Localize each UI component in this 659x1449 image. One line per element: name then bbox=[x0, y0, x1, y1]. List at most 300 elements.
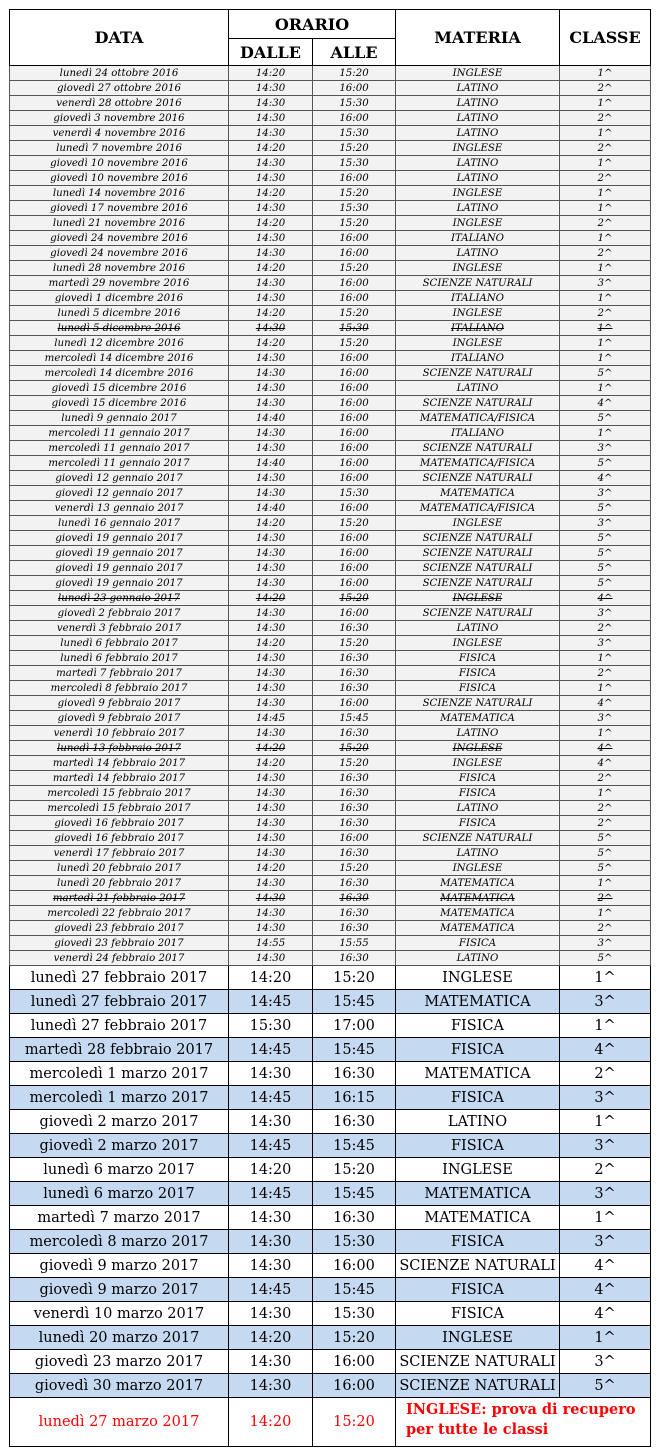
cell-date: giovedì 16 febbraio 2017 bbox=[10, 816, 229, 831]
cell-class: 4^ bbox=[560, 696, 651, 711]
cell-from: 14:30 bbox=[229, 1302, 313, 1326]
schedule-table bbox=[9, 9, 651, 1447]
cell-from: 14:30 bbox=[229, 1254, 313, 1278]
cell-subject: FISICA bbox=[396, 816, 560, 831]
cell-subject: MATEMATICA bbox=[396, 711, 560, 726]
cell-to: 15:45 bbox=[313, 990, 396, 1014]
cell-class: 4^ bbox=[560, 1254, 651, 1278]
table-row bbox=[10, 576, 651, 591]
cell-date: venerdì 17 febbraio 2017 bbox=[10, 846, 229, 861]
cell-class: 5^ bbox=[560, 456, 651, 471]
cell-class: 1^ bbox=[560, 201, 651, 216]
cell-to: 15:20 bbox=[313, 861, 396, 876]
cell-class: 3^ bbox=[560, 990, 651, 1014]
cell-date: giovedì 19 gennaio 2017 bbox=[10, 531, 229, 546]
cell-class: 5^ bbox=[560, 861, 651, 876]
cell-to: 16:00 bbox=[313, 501, 396, 516]
cell-subject: SCIENZE NATURALI bbox=[396, 441, 560, 456]
cell-date: giovedì 9 febbraio 2017 bbox=[10, 711, 229, 726]
cell-from: 14:30 bbox=[229, 666, 313, 681]
cell-subject: SCIENZE NATURALI bbox=[396, 1374, 560, 1398]
cell-date: martedì 29 novembre 2016 bbox=[10, 276, 229, 291]
cell-to: 15:30 bbox=[313, 321, 396, 336]
cell-subject: LATINO bbox=[396, 201, 560, 216]
cell-class: 4^ bbox=[560, 1278, 651, 1302]
cell-date: mercoledì 8 marzo 2017 bbox=[10, 1230, 229, 1254]
cell-date: venerdì 10 febbraio 2017 bbox=[10, 726, 229, 741]
cell-subject: FISICA bbox=[396, 651, 560, 666]
cell-to: 16:00 bbox=[313, 471, 396, 486]
cell-date: giovedì 9 marzo 2017 bbox=[10, 1254, 229, 1278]
cell-date: giovedì 30 marzo 2017 bbox=[10, 1374, 229, 1398]
cell-class: 3^ bbox=[560, 441, 651, 456]
table-row bbox=[10, 321, 651, 336]
table-row bbox=[10, 711, 651, 726]
cell-to: 15:45 bbox=[313, 1278, 396, 1302]
cell-from: 14:30 bbox=[229, 441, 313, 456]
cell-to: 17:00 bbox=[313, 1014, 396, 1038]
cell-subject: ITALIANO bbox=[396, 351, 560, 366]
cell-to: 16:30 bbox=[313, 771, 396, 786]
cell-date: mercoledì 22 febbraio 2017 bbox=[10, 906, 229, 921]
cell-from: 14:20 bbox=[229, 306, 313, 321]
cell-subject: SCIENZE NATURALI bbox=[396, 1254, 560, 1278]
cell-to: 15:20 bbox=[313, 141, 396, 156]
cell-class: 2^ bbox=[560, 306, 651, 321]
cell-from: 14:20 bbox=[229, 261, 313, 276]
cell-to: 16:30 bbox=[313, 951, 396, 966]
cell-to: 16:00 bbox=[313, 231, 396, 246]
cell-to: 15:45 bbox=[313, 1182, 396, 1206]
cell-to: 16:30 bbox=[313, 1110, 396, 1134]
cell-subject: INGLESE bbox=[396, 966, 560, 990]
cell-subject: LATINO bbox=[396, 156, 560, 171]
cell-class: 1^ bbox=[560, 96, 651, 111]
cell-date: lunedì 27 marzo 2017 bbox=[10, 1398, 229, 1447]
cell-date: lunedì 14 novembre 2016 bbox=[10, 186, 229, 201]
cell-subject: MATEMATICA bbox=[396, 1182, 560, 1206]
cell-date: mercoledì 1 marzo 2017 bbox=[10, 1062, 229, 1086]
cell-subject: LATINO bbox=[396, 726, 560, 741]
cell-from: 14:45 bbox=[229, 1182, 313, 1206]
cell-class: 1^ bbox=[560, 351, 651, 366]
cell-to: 15:20 bbox=[313, 261, 396, 276]
cell-date: mercoledì 8 febbraio 2017 bbox=[10, 681, 229, 696]
table-row bbox=[10, 861, 651, 876]
cell-subject: MATEMATICA bbox=[396, 486, 560, 501]
cell-from: 14:30 bbox=[229, 291, 313, 306]
table-row bbox=[10, 636, 651, 651]
cell-subject: FISICA bbox=[396, 1134, 560, 1158]
cell-date: giovedì 12 gennaio 2017 bbox=[10, 486, 229, 501]
cell-date: lunedì 9 gennaio 2017 bbox=[10, 411, 229, 426]
cell-to: 15:20 bbox=[313, 336, 396, 351]
cell-date: lunedì 16 gennaio 2017 bbox=[10, 516, 229, 531]
schedule-sheet bbox=[9, 9, 651, 1447]
cell-from: 14:20 bbox=[229, 966, 313, 990]
cell-from: 14:30 bbox=[229, 891, 313, 906]
table-row bbox=[10, 1230, 651, 1254]
cell-to: 16:00 bbox=[313, 246, 396, 261]
cell-date: lunedì 20 febbraio 2017 bbox=[10, 861, 229, 876]
cell-from: 14:30 bbox=[229, 531, 313, 546]
table-row bbox=[10, 1278, 651, 1302]
table-row bbox=[10, 411, 651, 426]
cell-date: lunedì 27 febbraio 2017 bbox=[10, 990, 229, 1014]
table-row bbox=[10, 741, 651, 756]
cell-subject: SCIENZE NATURALI bbox=[396, 531, 560, 546]
cell-subject: SCIENZE NATURALI bbox=[396, 576, 560, 591]
cell-subject: INGLESE bbox=[396, 516, 560, 531]
cell-class: 5^ bbox=[560, 546, 651, 561]
table-row bbox=[10, 546, 651, 561]
table-row bbox=[10, 1062, 651, 1086]
cell-subject: FISICA bbox=[396, 1014, 560, 1038]
cell-subject: INGLESE bbox=[396, 591, 560, 606]
cell-class: 5^ bbox=[560, 831, 651, 846]
cell-subject: INGLESE bbox=[396, 306, 560, 321]
table-row bbox=[10, 141, 651, 156]
cell-date: martedì 28 febbraio 2017 bbox=[10, 1038, 229, 1062]
cell-to: 16:00 bbox=[313, 411, 396, 426]
cell-from: 14:30 bbox=[229, 96, 313, 111]
cell-to: 15:20 bbox=[313, 1398, 396, 1447]
cell-class: 2^ bbox=[560, 216, 651, 231]
cell-date: giovedì 23 marzo 2017 bbox=[10, 1350, 229, 1374]
cell-subject: FISICA bbox=[396, 666, 560, 681]
table-row bbox=[10, 921, 651, 936]
cell-to: 15:20 bbox=[313, 66, 396, 81]
cell-to: 15:20 bbox=[313, 636, 396, 651]
cell-subject: LATINO bbox=[396, 111, 560, 126]
cell-from: 14:30 bbox=[229, 366, 313, 381]
cell-date: lunedì 12 dicembre 2016 bbox=[10, 336, 229, 351]
table-row bbox=[10, 1014, 651, 1038]
cell-class: 3^ bbox=[560, 1230, 651, 1254]
cell-to: 15:30 bbox=[313, 486, 396, 501]
cell-to: 16:00 bbox=[313, 351, 396, 366]
cell-from: 14:40 bbox=[229, 501, 313, 516]
cell-to: 16:30 bbox=[313, 906, 396, 921]
cell-to: 16:30 bbox=[313, 846, 396, 861]
cell-date: lunedì 6 marzo 2017 bbox=[10, 1182, 229, 1206]
cell-to: 16:00 bbox=[313, 441, 396, 456]
table-row bbox=[10, 501, 651, 516]
cell-subject: MATEMATICA/FISICA bbox=[396, 411, 560, 426]
cell-from: 14:45 bbox=[229, 1278, 313, 1302]
table-row bbox=[10, 231, 651, 246]
cell-date: venerdì 10 marzo 2017 bbox=[10, 1302, 229, 1326]
cell-date: giovedì 24 novembre 2016 bbox=[10, 231, 229, 246]
table-row bbox=[10, 621, 651, 636]
table-row bbox=[10, 816, 651, 831]
cell-class: 2^ bbox=[560, 1062, 651, 1086]
recovery-note-line1: INGLESE: prova di recupero bbox=[406, 1401, 636, 1418]
table-row bbox=[10, 666, 651, 681]
cell-from: 14:30 bbox=[229, 576, 313, 591]
table-row bbox=[10, 306, 651, 321]
cell-class: 3^ bbox=[560, 276, 651, 291]
cell-to: 16:30 bbox=[313, 876, 396, 891]
cell-date: lunedì 6 febbraio 2017 bbox=[10, 651, 229, 666]
recovery-row bbox=[10, 1398, 651, 1447]
cell-date: lunedì 27 febbraio 2017 bbox=[10, 966, 229, 990]
cell-from: 14:30 bbox=[229, 471, 313, 486]
cell-from: 14:30 bbox=[229, 831, 313, 846]
cell-to: 16:00 bbox=[313, 111, 396, 126]
cell-to: 16:00 bbox=[313, 381, 396, 396]
table-row bbox=[10, 1134, 651, 1158]
cell-class: 4^ bbox=[560, 741, 651, 756]
table-row bbox=[10, 966, 651, 990]
cell-class: 5^ bbox=[560, 411, 651, 426]
cell-to: 16:30 bbox=[313, 681, 396, 696]
cell-subject: FISICA bbox=[396, 1086, 560, 1110]
cell-date: venerdì 28 ottobre 2016 bbox=[10, 96, 229, 111]
cell-date: giovedì 1 dicembre 2016 bbox=[10, 291, 229, 306]
table-row bbox=[10, 471, 651, 486]
cell-date: giovedì 23 febbraio 2017 bbox=[10, 921, 229, 936]
cell-date: lunedì 13 febbraio 2017 bbox=[10, 741, 229, 756]
cell-class: 1^ bbox=[560, 1206, 651, 1230]
header-data: DATA bbox=[10, 10, 229, 66]
table-row bbox=[10, 456, 651, 471]
cell-date: lunedì 21 novembre 2016 bbox=[10, 216, 229, 231]
cell-from: 14:30 bbox=[229, 606, 313, 621]
cell-subject: FISICA bbox=[396, 1278, 560, 1302]
cell-to: 16:30 bbox=[313, 801, 396, 816]
cell-from: 14:20 bbox=[229, 741, 313, 756]
cell-from: 14:30 bbox=[229, 1206, 313, 1230]
cell-class: 4^ bbox=[560, 1038, 651, 1062]
cell-to: 16:00 bbox=[313, 531, 396, 546]
cell-date: giovedì 12 gennaio 2017 bbox=[10, 471, 229, 486]
cell-class: 1^ bbox=[560, 1110, 651, 1134]
cell-subject: INGLESE bbox=[396, 141, 560, 156]
table-row bbox=[10, 276, 651, 291]
table-row bbox=[10, 1206, 651, 1230]
table-row bbox=[10, 1158, 651, 1182]
cell-subject: FISICA bbox=[396, 1230, 560, 1254]
cell-subject: FISICA bbox=[396, 771, 560, 786]
cell-date: giovedì 19 gennaio 2017 bbox=[10, 561, 229, 576]
cell-date: lunedì 24 ottobre 2016 bbox=[10, 66, 229, 81]
cell-class: 1^ bbox=[560, 906, 651, 921]
cell-class: 3^ bbox=[560, 936, 651, 951]
cell-subject: INGLESE bbox=[396, 66, 560, 81]
cell-from: 14:30 bbox=[229, 396, 313, 411]
cell-date: martedì 7 marzo 2017 bbox=[10, 1206, 229, 1230]
cell-subject: INGLESE bbox=[396, 1326, 560, 1350]
cell-subject: LATINO bbox=[396, 381, 560, 396]
cell-subject: MATEMATICA/FISICA bbox=[396, 456, 560, 471]
cell-to: 15:30 bbox=[313, 96, 396, 111]
cell-from: 14:30 bbox=[229, 681, 313, 696]
cell-to: 16:00 bbox=[313, 276, 396, 291]
cell-subject: MATEMATICA/FISICA bbox=[396, 501, 560, 516]
cell-from: 14:30 bbox=[229, 1230, 313, 1254]
cell-class: 4^ bbox=[560, 471, 651, 486]
cell-from: 14:30 bbox=[229, 561, 313, 576]
cell-from: 14:30 bbox=[229, 906, 313, 921]
table-row bbox=[10, 1350, 651, 1374]
cell-class: 2^ bbox=[560, 621, 651, 636]
cell-to: 16:00 bbox=[313, 81, 396, 96]
cell-from: 14:20 bbox=[229, 591, 313, 606]
cell-from: 14:45 bbox=[229, 990, 313, 1014]
cell-subject: INGLESE bbox=[396, 756, 560, 771]
cell-subject: FISICA bbox=[396, 681, 560, 696]
cell-subject: INGLESE bbox=[396, 186, 560, 201]
cell-date: giovedì 27 ottobre 2016 bbox=[10, 81, 229, 96]
cell-date: giovedì 2 marzo 2017 bbox=[10, 1134, 229, 1158]
cell-date: giovedì 23 febbraio 2017 bbox=[10, 936, 229, 951]
cell-to: 16:30 bbox=[313, 1206, 396, 1230]
cell-date: giovedì 19 gennaio 2017 bbox=[10, 576, 229, 591]
cell-class: 3^ bbox=[560, 636, 651, 651]
cell-from: 14:30 bbox=[229, 171, 313, 186]
cell-date: lunedì 28 novembre 2016 bbox=[10, 261, 229, 276]
table-row bbox=[10, 81, 651, 96]
cell-class: 4^ bbox=[560, 1302, 651, 1326]
cell-from: 14:30 bbox=[229, 111, 313, 126]
cell-subject: SCIENZE NATURALI bbox=[396, 276, 560, 291]
cell-to: 16:00 bbox=[313, 426, 396, 441]
table-row bbox=[10, 591, 651, 606]
table-row bbox=[10, 651, 651, 666]
cell-class: 2^ bbox=[560, 1158, 651, 1182]
cell-subject: INGLESE bbox=[396, 336, 560, 351]
cell-to: 15:20 bbox=[313, 741, 396, 756]
cell-class: 4^ bbox=[560, 396, 651, 411]
cell-subject: LATINO bbox=[396, 1110, 560, 1134]
cell-to: 15:20 bbox=[313, 591, 396, 606]
cell-class: 5^ bbox=[560, 951, 651, 966]
recovery-note bbox=[396, 1398, 651, 1447]
cell-from: 14:45 bbox=[229, 1038, 313, 1062]
cell-class: 1^ bbox=[560, 426, 651, 441]
cell-from: 14:40 bbox=[229, 411, 313, 426]
cell-subject: LATINO bbox=[396, 846, 560, 861]
header-dalle: DALLE bbox=[229, 39, 313, 66]
cell-to: 16:00 bbox=[313, 171, 396, 186]
table-row bbox=[10, 246, 651, 261]
cell-from: 14:30 bbox=[229, 246, 313, 261]
cell-date: mercoledì 15 febbraio 2017 bbox=[10, 801, 229, 816]
table-row bbox=[10, 801, 651, 816]
cell-date: lunedì 20 marzo 2017 bbox=[10, 1326, 229, 1350]
cell-class: 1^ bbox=[560, 186, 651, 201]
header-row-top bbox=[10, 10, 651, 39]
table-row bbox=[10, 291, 651, 306]
cell-to: 16:00 bbox=[313, 831, 396, 846]
cell-to: 16:00 bbox=[313, 561, 396, 576]
table-row bbox=[10, 756, 651, 771]
cell-from: 14:55 bbox=[229, 936, 313, 951]
cell-date: venerdì 3 febbraio 2017 bbox=[10, 621, 229, 636]
table-row bbox=[10, 990, 651, 1014]
cell-class: 1^ bbox=[560, 336, 651, 351]
table-row bbox=[10, 1182, 651, 1206]
recovery-note-line2: per tutte le classi bbox=[406, 1421, 549, 1438]
table-row bbox=[10, 336, 651, 351]
cell-from: 14:30 bbox=[229, 801, 313, 816]
cell-subject: FISICA bbox=[396, 936, 560, 951]
table-row bbox=[10, 606, 651, 621]
cell-class: 5^ bbox=[560, 1374, 651, 1398]
cell-to: 15:30 bbox=[313, 156, 396, 171]
cell-class: 1^ bbox=[560, 66, 651, 81]
cell-subject: SCIENZE NATURALI bbox=[396, 471, 560, 486]
cell-date: mercoledì 14 dicembre 2016 bbox=[10, 351, 229, 366]
cell-subject: SCIENZE NATURALI bbox=[396, 831, 560, 846]
cell-class: 2^ bbox=[560, 111, 651, 126]
cell-from: 14:30 bbox=[229, 651, 313, 666]
cell-from: 14:40 bbox=[229, 456, 313, 471]
cell-class: 1^ bbox=[560, 1326, 651, 1350]
table-row bbox=[10, 876, 651, 891]
cell-class: 4^ bbox=[560, 756, 651, 771]
cell-from: 14:30 bbox=[229, 786, 313, 801]
cell-class: 1^ bbox=[560, 651, 651, 666]
table-row bbox=[10, 111, 651, 126]
cell-subject: LATINO bbox=[396, 171, 560, 186]
cell-class: 5^ bbox=[560, 846, 651, 861]
table-row bbox=[10, 216, 651, 231]
cell-from: 14:30 bbox=[229, 156, 313, 171]
table-row bbox=[10, 1254, 651, 1278]
cell-date: giovedì 24 novembre 2016 bbox=[10, 246, 229, 261]
cell-to: 16:30 bbox=[313, 621, 396, 636]
cell-class: 2^ bbox=[560, 921, 651, 936]
cell-date: mercoledì 14 dicembre 2016 bbox=[10, 366, 229, 381]
cell-from: 14:30 bbox=[229, 321, 313, 336]
cell-from: 15:30 bbox=[229, 1014, 313, 1038]
cell-subject: LATINO bbox=[396, 621, 560, 636]
table-row bbox=[10, 381, 651, 396]
cell-date: martedì 21 febbraio 2017 bbox=[10, 891, 229, 906]
table-row bbox=[10, 846, 651, 861]
cell-subject: INGLESE bbox=[396, 861, 560, 876]
table-row bbox=[10, 96, 651, 111]
table-row bbox=[10, 1110, 651, 1134]
cell-subject: SCIENZE NATURALI bbox=[396, 606, 560, 621]
cell-class: 3^ bbox=[560, 486, 651, 501]
cell-subject: MATEMATICA bbox=[396, 1206, 560, 1230]
cell-subject: FISICA bbox=[396, 786, 560, 801]
cell-date: giovedì 15 dicembre 2016 bbox=[10, 381, 229, 396]
table-row bbox=[10, 831, 651, 846]
cell-from: 14:20 bbox=[229, 516, 313, 531]
cell-subject: MATEMATICA bbox=[396, 1062, 560, 1086]
table-row bbox=[10, 351, 651, 366]
cell-subject: MATEMATICA bbox=[396, 906, 560, 921]
cell-class: 5^ bbox=[560, 501, 651, 516]
cell-class: 5^ bbox=[560, 531, 651, 546]
cell-from: 14:30 bbox=[229, 201, 313, 216]
cell-class: 2^ bbox=[560, 801, 651, 816]
cell-from: 14:30 bbox=[229, 126, 313, 141]
cell-subject: ITALIANO bbox=[396, 426, 560, 441]
header-alle: ALLE bbox=[313, 39, 396, 66]
cell-subject: LATINO bbox=[396, 126, 560, 141]
table-row bbox=[10, 891, 651, 906]
cell-subject: SCIENZE NATURALI bbox=[396, 546, 560, 561]
cell-from: 14:30 bbox=[229, 81, 313, 96]
cell-date: mercoledì 11 gennaio 2017 bbox=[10, 441, 229, 456]
cell-class: 1^ bbox=[560, 681, 651, 696]
cell-to: 15:45 bbox=[313, 711, 396, 726]
